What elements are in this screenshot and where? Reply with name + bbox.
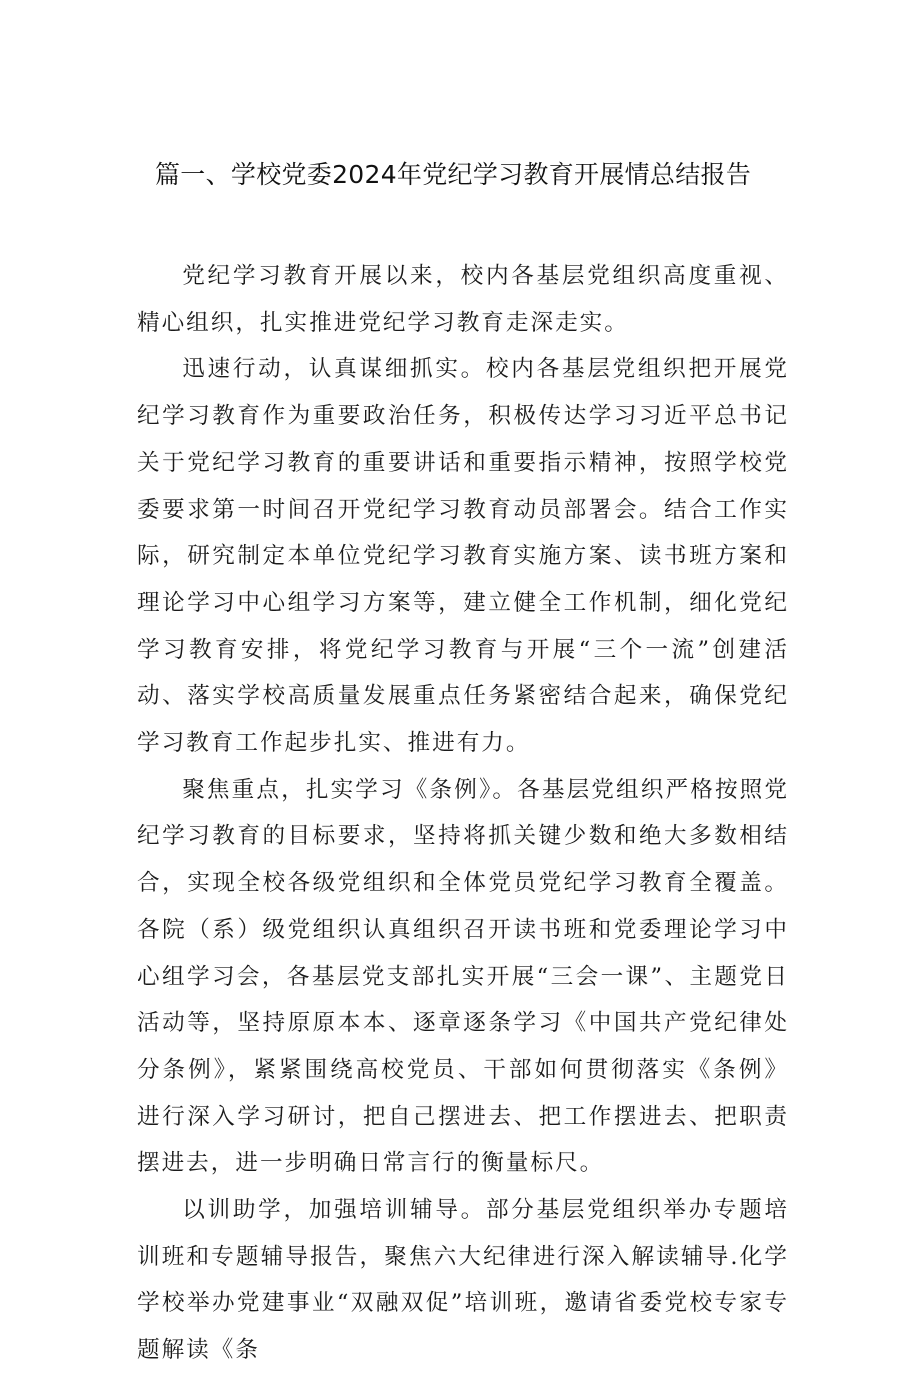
paragraph-intro: 党纪学习教育开展以来，校内各基层党组织高度重视、精心组织，扎实推进党纪学习教育走深走实。 bbox=[137, 263, 789, 336]
paragraph-rapid-action: 迅速行动，认真谋细抓实。校内各基层党组织把开展党纪学习教育作为重要政治任务，积极传达学习习近平总书记关于党纪学习教育的重要讲话和重要指示精神，按照学校党委要求第一时间召开党纪学习教育动员部署会。结合工作实际，研究制定本单位党纪学习教育实施方案、读书班方案和理论学习中心组学习方案等，建立健全工作机制，细化党纪学习教育安排，将党纪学习教育与开展“三个一流”创建活动、落实学校高质量发展重点任务紧密结合起来，确保党纪学习教育工作起步扎实、推进有力。 bbox=[137, 356, 789, 757]
paragraph-training: 以训助学，加强培训辅导。部分基层党组织举办专题培训班和专题辅导报告，聚焦六大纪律进行深入解读辅导.化学学校举办党建事业“双融双促”培训班，邀请省委党校专家专题解读《条 bbox=[137, 1197, 789, 1364]
document-title: 篇一、学校党委2024年党纪学习教育开展情总结报告 bbox=[155, 160, 752, 189]
document-body bbox=[137, 253, 789, 1374]
paragraph-focus-study: 聚焦重点，扎实学习《条例》。各基层党组织严格按照党纪学习教育的目标要求，坚持将抓关键少数和绝大多数相结合，实现全校各级党组织和全体党员党纪学习教育全覆盖。各院（系）级党组织认真组织召开读书班和党委理论学习中心组学习会，各基层党支部扎实开展“三会一课”、主题党日活动等，坚持原原本本、逐章逐条学习《中国共产党纪律处分条例》，紧紧围绕高校党员、干部如何贯彻落实《条例》进行深入学习研讨，把自己摆进去、把工作摆进去、把职责摆进去，进一步明确日常言行的衡量标尺。 bbox=[137, 776, 789, 1177]
